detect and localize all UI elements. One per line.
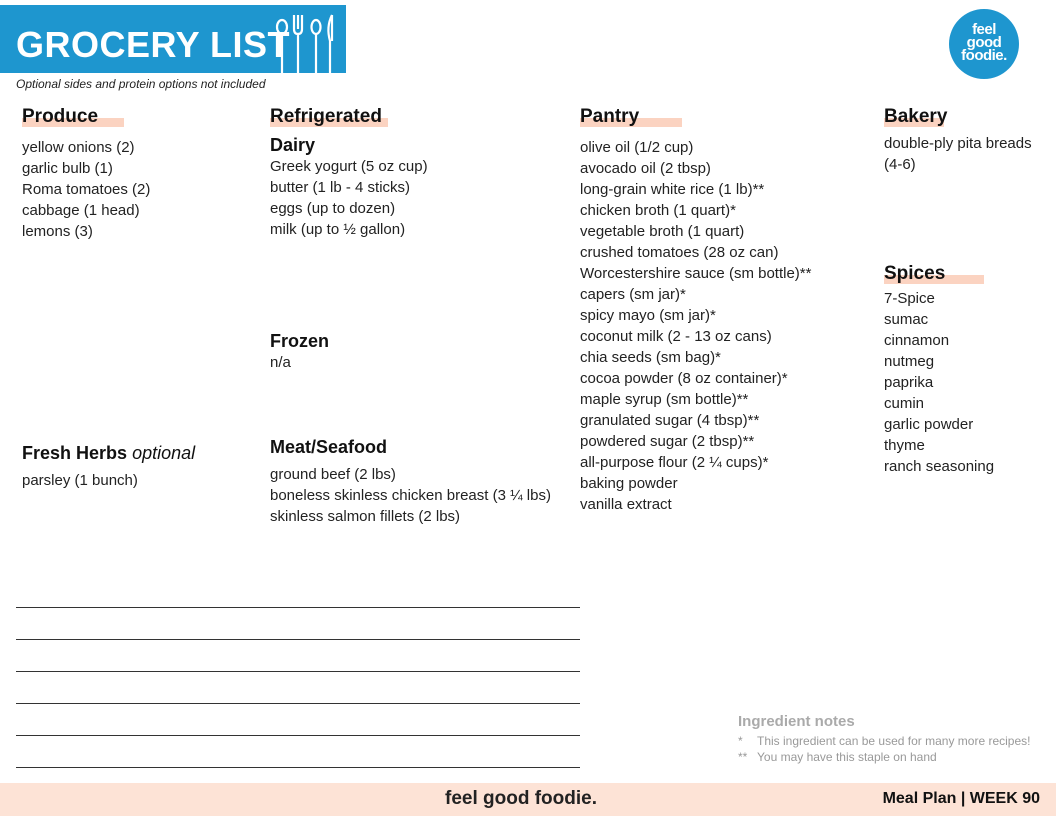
fresh-herbs-section xyxy=(22,443,195,491)
list-item: cocoa powder (8 oz container)* xyxy=(580,370,788,387)
list-item: crushed tomatoes (28 oz can) xyxy=(580,244,779,261)
list-item: cumin xyxy=(884,395,925,412)
footer-brand: feel good foodie. xyxy=(445,788,597,809)
meat-seafood-list xyxy=(270,464,551,527)
section-heading-bakery: Bakery xyxy=(884,106,948,127)
page-title: GROCERY LIST xyxy=(16,24,291,65)
list-item: nutmeg xyxy=(884,353,935,370)
list-item: chicken broth (1 quart)* xyxy=(580,202,736,219)
section-heading-spices: Spices xyxy=(884,263,946,284)
list-item: capers (sm jar)* xyxy=(580,286,686,303)
list-item: Worcestershire sauce (sm bottle)** xyxy=(580,265,812,282)
subtitle: Optional sides and protein options not included xyxy=(16,77,266,91)
write-in-line xyxy=(16,703,580,704)
note-mark: * xyxy=(738,734,743,748)
list-item: paprika xyxy=(884,374,934,391)
list-item: 7-Spice xyxy=(884,290,935,307)
pantry-list xyxy=(580,137,811,515)
section-heading-refrigerated: Refrigerated xyxy=(270,106,382,127)
list-item: lemons (3) xyxy=(22,223,93,240)
meat-seafood-heading: Meat/Seafood xyxy=(270,437,388,457)
note-text: You may have this staple on hand xyxy=(757,750,937,764)
logo-line: feel xyxy=(972,21,996,38)
list-item: garlic bulb (1) xyxy=(22,160,113,177)
list-item: olive oil (1/2 cup) xyxy=(580,139,694,156)
produce-section xyxy=(22,106,150,242)
write-in-line xyxy=(16,735,580,736)
section-heading-pantry: Pantry xyxy=(580,106,640,127)
note-text: This ingredient can be used for many more recipes! xyxy=(757,734,1031,748)
list-item: garlic powder xyxy=(884,416,974,433)
fresh-herbs-label: Fresh Herbs xyxy=(22,443,128,463)
list-item: powdered sugar (2 tbsp)** xyxy=(580,433,755,450)
list-item: vegetable broth (1 quart) xyxy=(580,223,745,240)
bakery-section xyxy=(884,106,1032,175)
list-item: cabbage (1 head) xyxy=(22,202,140,219)
list-item: Greek yogurt (5 oz cup) xyxy=(270,158,428,175)
list-item: vanilla extract xyxy=(580,496,672,513)
list-item: ranch seasoning xyxy=(884,458,995,475)
dairy-list xyxy=(270,156,428,240)
produce-list xyxy=(22,137,150,242)
fresh-herbs-list xyxy=(22,470,195,491)
list-item: eggs (up to dozen) xyxy=(270,200,396,217)
list-item: all-purpose flour (2 ¼ cups)* xyxy=(580,454,769,471)
list-item: thyme xyxy=(884,437,925,454)
note-line xyxy=(738,733,1030,749)
list-item: chia seeds (sm bag)* xyxy=(580,349,721,366)
frozen-heading: Frozen xyxy=(270,331,330,351)
note-line xyxy=(738,749,1030,765)
list-item: maple syrup (sm bottle)** xyxy=(580,391,749,408)
list-item: butter (1 lb - 4 sticks) xyxy=(270,179,411,196)
list-item: double-ply pita breads xyxy=(884,135,1032,152)
list-item: boneless skinless chicken breast (3 ¼ lbs) xyxy=(270,487,551,504)
write-in-line xyxy=(16,639,580,640)
list-item: n/a xyxy=(270,354,291,371)
fresh-herbs-optional: optional xyxy=(132,443,196,463)
note-mark: ** xyxy=(738,750,748,764)
title-banner xyxy=(0,5,346,73)
spices-section xyxy=(884,263,994,477)
bakery-list xyxy=(884,133,1032,175)
list-item: (4-6) xyxy=(884,156,916,173)
list-item: long-grain white rice (1 lb)** xyxy=(580,181,765,198)
list-item: milk (up to ½ gallon) xyxy=(270,221,406,238)
feel-good-foodie-logo xyxy=(949,9,1019,79)
section-heading-fresh-herbs xyxy=(22,443,195,464)
section-heading-produce: Produce xyxy=(22,106,99,127)
list-item: skinless salmon fillets (2 lbs) xyxy=(270,508,461,525)
footer xyxy=(0,783,1056,816)
dairy-heading: Dairy xyxy=(270,135,316,155)
meal-plan-week: Meal Plan | WEEK 90 xyxy=(882,790,1040,807)
list-item: spicy mayo (sm jar)* xyxy=(580,307,716,324)
logo-line: foodie. xyxy=(961,47,1007,64)
notes-title: Ingredient notes xyxy=(738,713,855,730)
write-in-line xyxy=(16,607,580,608)
list-item: parsley (1 bunch) xyxy=(22,472,138,489)
list-item: yellow onions (2) xyxy=(22,139,135,156)
write-in-line xyxy=(16,671,580,672)
logo-line: good xyxy=(966,34,1002,51)
ingredient-notes xyxy=(738,713,1030,765)
meat-seafood-section xyxy=(270,437,551,527)
list-item: sumac xyxy=(884,311,929,328)
list-item: baking powder xyxy=(580,475,678,492)
list-item: coconut milk (2 - 13 oz cans) xyxy=(580,328,772,345)
list-item: ground beef (2 lbs) xyxy=(270,466,396,483)
list-item: Roma tomatoes (2) xyxy=(22,181,151,198)
spices-list xyxy=(884,288,994,477)
utensils-icon xyxy=(272,13,342,77)
list-item: cinnamon xyxy=(884,332,950,349)
list-item: avocado oil (2 tbsp) xyxy=(580,160,711,177)
write-in-line xyxy=(16,767,580,768)
refrigerated-section xyxy=(270,106,428,240)
list-item: granulated sugar (4 tbsp)** xyxy=(580,412,760,429)
frozen-section xyxy=(270,331,329,373)
pantry-section xyxy=(580,106,811,515)
